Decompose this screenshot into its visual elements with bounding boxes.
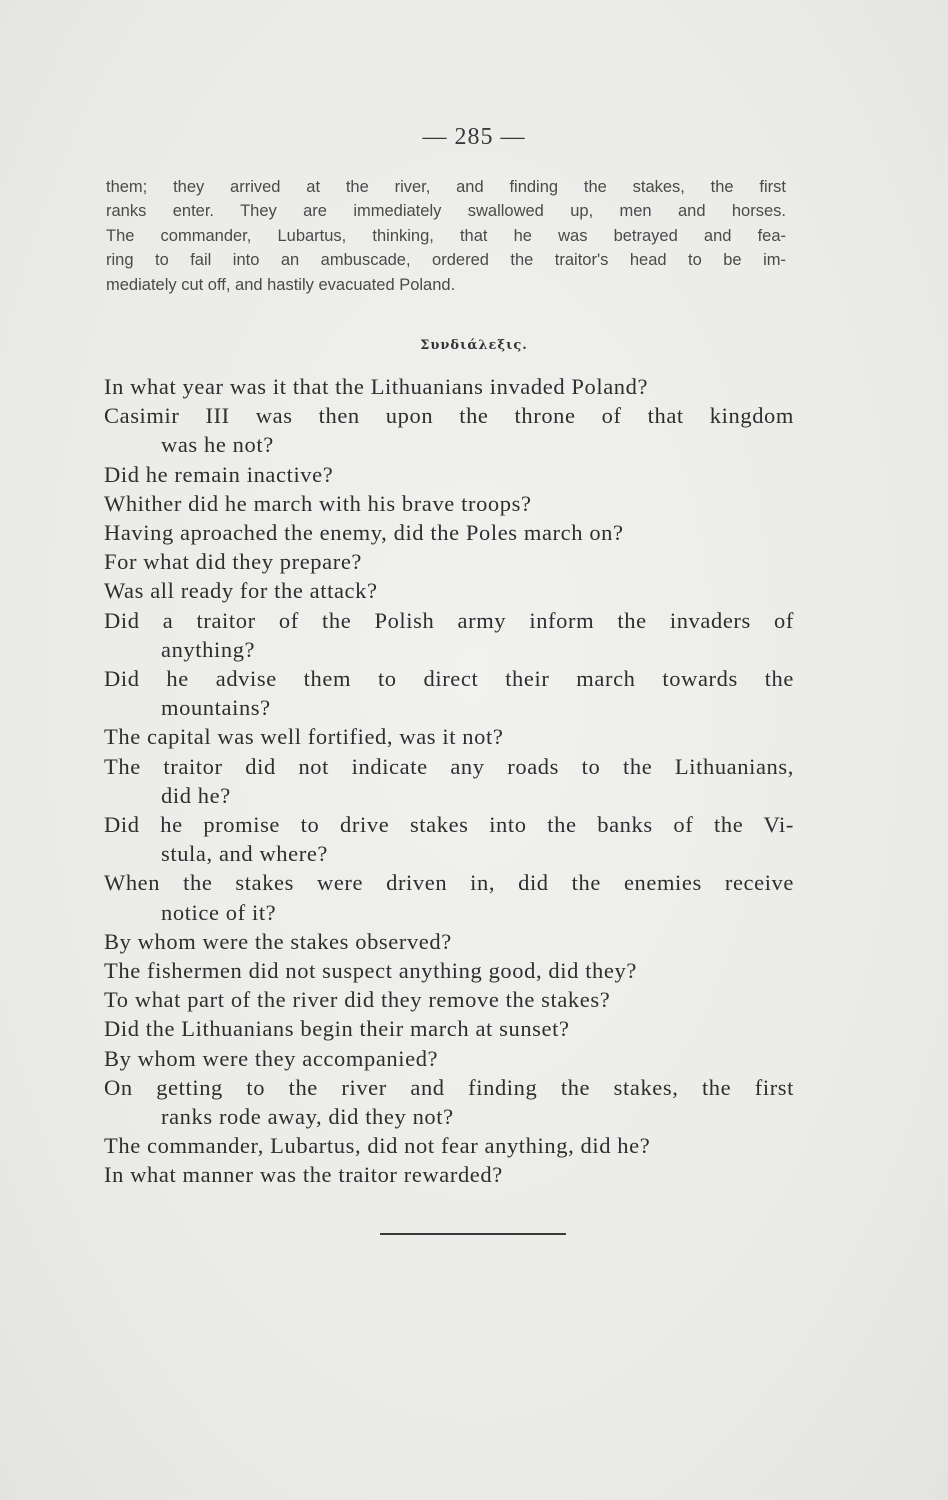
question-text-continuation: mountains? [161,695,271,721]
page-number: — 285 — [422,124,526,150]
question-text-continuation: stula, and where? [161,841,329,867]
narrative-line: ranks enter. They are immediately swallowed up, men and horses. [106,202,786,221]
question-text: When the stakes were driven in, did the enemies receive [104,870,794,896]
question-list [104,372,794,1190]
question-item [104,722,794,751]
question-text: Whither did he march with his brave troops? [104,490,532,516]
question-text: Did he promise to drive stakes into the banks of the Vi- [104,812,794,838]
question-item [104,576,794,605]
narrative-line: ring to fail into an ambuscade, ordered the traitor's head to be im- [106,251,786,270]
question-text: Did he remain inactive? [104,461,334,487]
question-item [104,606,794,664]
question-text: The traitor did not indicate any roads to the Lithuanians, [104,753,794,779]
question-text: The capital was well fortified, was it not? [104,724,504,750]
question-item [104,1131,794,1160]
end-rule-divider [380,1233,566,1235]
narrative-paragraph [106,175,786,297]
question-text: Was all ready for the attack? [104,578,378,604]
question-item [104,489,794,518]
question-item [104,401,794,459]
question-item [104,1014,794,1043]
question-text-continuation: anything? [161,636,256,662]
question-text: Having aproached the enemy, did the Poles march on? [104,520,624,546]
question-text: Casimir III was then upon the throne of that kingdom [104,403,794,429]
question-text: To what part of the river did they remove the stakes? [104,987,611,1013]
question-text: The commander, Lubartus, did not fear anything, did he? [104,1133,651,1159]
question-text-continuation: did he? [161,782,231,808]
question-item [104,372,794,401]
question-text-continuation: ranks rode away, did they not? [161,1104,454,1130]
narrative-line: The commander, Lubartus, thinking, that he was betrayed and fea- [106,226,786,245]
question-text: In what manner was the traitor rewarded? [104,1162,503,1188]
narrative-line: them; they arrived at the river, and finding the stakes, the first [106,178,786,196]
question-text: By whom were they accompanied? [104,1045,439,1071]
question-item [104,1044,794,1073]
question-text-continuation: was he not? [161,432,274,458]
question-item [104,810,794,868]
question-item [104,460,794,489]
section-heading: Συνδιάλεξις. [420,338,528,353]
question-item [104,664,794,722]
question-text: Did the Lithuanians begin their march at sunset? [104,1016,570,1042]
narrative-line: mediately cut off, and hastily evacuated Poland. [106,275,456,294]
question-item [104,1160,794,1189]
question-text: In what year was it that the Lithuanians invaded Poland? [104,374,649,399]
question-text: On getting to the river and finding the stakes, the first [104,1074,794,1100]
question-item [104,752,794,810]
question-item [104,956,794,985]
question-item [104,985,794,1014]
question-text: Did he advise them to direct their march towards the [104,666,794,692]
question-item [104,547,794,576]
question-text: By whom were the stakes observed? [104,928,452,954]
question-text-continuation: notice of it? [161,899,277,925]
question-text: Did a traitor of the Polish army inform the invaders of [104,607,794,633]
question-item [104,1073,794,1131]
question-text: The fishermen did not suspect anything good, did they? [104,958,637,984]
question-text: For what did they prepare? [104,549,363,575]
question-item [104,868,794,926]
question-item [104,518,794,547]
question-item [104,927,794,956]
